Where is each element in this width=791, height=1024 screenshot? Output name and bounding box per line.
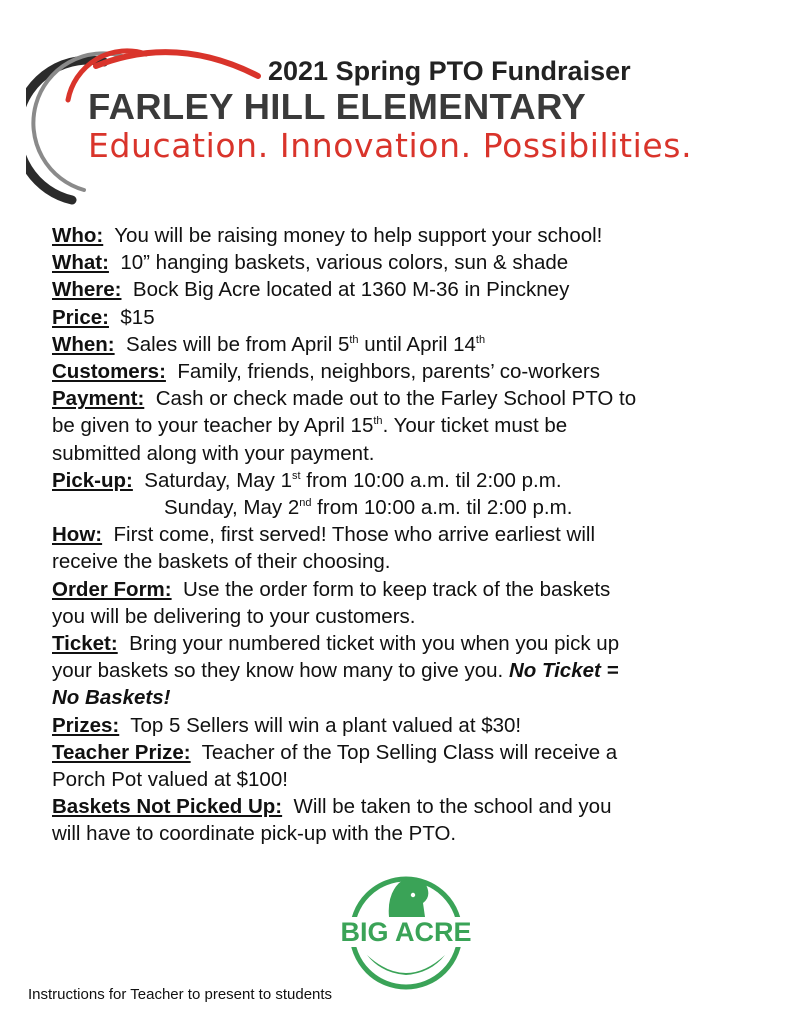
pickup-sat-sup: st [292,470,301,482]
ticket-emphasis2: No Baskets! [52,686,171,710]
ticket-line2-row [52,657,772,684]
footer-note: Instructions for Teacher to present to students [28,986,333,1003]
when-text-b: until April 14 [358,332,476,356]
payment-line2-row [52,412,772,439]
teacher-prize-line1: Teacher of the Top Selling Class will receive a [201,740,618,764]
not-picked-up-label: Baskets Not Picked Up: [52,795,283,819]
customers-label: Customers: [52,360,166,384]
pickup-label: Pick-up: [52,468,133,492]
customers-row [52,358,772,385]
where-text: Bock Big Acre located at 1360 M-36 in Pinckney [132,278,570,302]
pickup-sun-b: from 10:00 a.m. til 2:00 p.m. [311,496,573,520]
school-tagline: Education. Innovation. Possibilities. [88,126,693,165]
big-acre-text: BIG ACRE [340,917,472,947]
payment-row [52,385,772,412]
teacher-prize-line2: Porch Pot valued at $100! [52,768,288,792]
where-row [52,276,772,303]
when-label: When: [52,332,115,356]
not-picked-up-row [52,793,772,820]
customers-text: Family, friends, neighbors, parents’ co-workers [177,360,601,384]
teacher-prize-label: Teacher Prize: [52,740,191,764]
payment-line2-b: . Your ticket must be [382,414,568,438]
prizes-label: Prizes: [52,713,120,737]
when-text-a: Sales will be from April 5 [126,332,350,356]
where-label: Where: [52,278,122,302]
what-row [52,249,772,276]
who-text: You will be raising money to help support your school! [114,224,603,247]
how-line1: First come, first served! Those who arrive earliest will [113,523,596,547]
pickup-sat-a: Saturday, May 1 [144,468,293,492]
when-sup-b: th [475,333,486,346]
order-form-line1: Use the order form to keep track of the baskets [183,577,611,601]
price-row [52,304,772,331]
who-label: Who: [52,224,104,247]
big-acre-logo [327,873,485,993]
ticket-emphasis1: No Ticket = [508,659,619,683]
price-text: $15 [120,305,155,329]
ticket-line2: your baskets so they know how many to give you. [52,659,504,683]
how-line2: receive the baskets of their choosing. [52,550,391,574]
order-form-line2: you will be delivering to your customers. [52,604,416,628]
ticket-label: Ticket: [52,632,118,656]
how-row [52,521,772,548]
pickup-sat-b: from 10:00 a.m. til 2:00 p.m. [300,468,562,492]
payment-line2-sup: th [373,415,383,428]
payment-line2-a: be given to your teacher by April 15 [52,414,374,438]
pickup-sunday-row [52,494,772,521]
pickup-sun-a: Sunday, May 2 [164,496,300,520]
pickup-row [52,467,772,494]
prizes-row [52,712,772,739]
when-sup-a: th [349,333,359,346]
teacher-prize-row [52,739,772,766]
pickup-sun-sup: nd [299,497,312,510]
fundraiser-details [52,222,772,848]
not-picked-up-line2: will have to coordinate pick-up with the PTO. [52,822,457,846]
fundraiser-title: 2021 Spring PTO Fundraiser [268,56,631,86]
payment-line3: submitted along with your payment. [52,441,375,465]
payment-label: Payment: [52,387,145,411]
prizes-text: Top 5 Sellers will win a plant valued at $30! [130,713,522,737]
who-row [52,222,772,249]
order-form-row [52,576,772,603]
how-label: How: [52,523,103,547]
ticket-line1: Bring your numbered ticket with you when you pick up [129,632,620,656]
what-text: 10” hanging baskets, various colors, sun & shade [120,251,569,275]
when-row [52,331,772,358]
ticket-row [52,630,772,657]
what-label: What: [52,251,109,275]
payment-line1: Cash or check made out to the Farley School PTO to [155,387,637,411]
order-form-label: Order Form: [52,577,172,601]
price-label: Price: [52,305,109,329]
school-name: FARLEY HILL ELEMENTARY [88,86,587,127]
not-picked-up-line1: Will be taken to the school and you [293,795,612,819]
